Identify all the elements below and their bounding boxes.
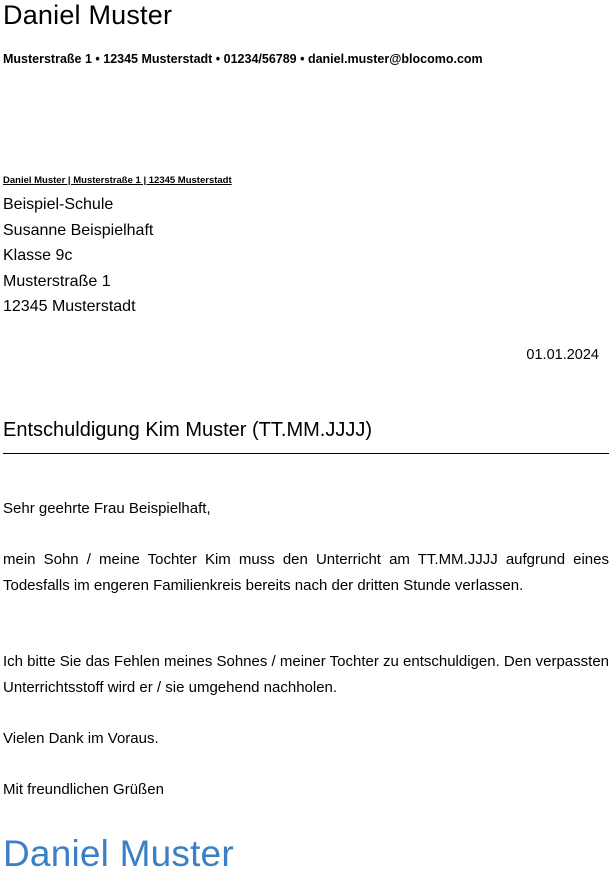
- sender-name-heading: Daniel Muster: [3, 0, 173, 30]
- subject-divider: [3, 453, 609, 454]
- recipient-line-person: Susanne Beispielhaft: [3, 221, 154, 239]
- closing-line: Mit freundlichen Grüßen: [3, 781, 164, 798]
- salutation: Sehr geehrte Frau Beispielhaft,: [3, 500, 211, 517]
- signature: Daniel Muster: [3, 833, 234, 874]
- body-paragraph-2: Ich bitte Sie das Fehlen meines Sohnes / meiner Tochter zu entschuldigen. Den verpassten Unterrichtsstoff wird er / sie umgehend nachholen.: [3, 653, 609, 696]
- recipient-line-street: Musterstraße 1: [3, 272, 111, 290]
- return-address-line: Daniel Muster | Musterstraße 1 | 12345 Musterstadt: [3, 175, 232, 186]
- recipient-line-class: Klasse 9c: [3, 247, 73, 264]
- recipient-line-school: Beispiel-Schule: [3, 196, 114, 213]
- letter-date: 01.01.2024: [526, 347, 599, 363]
- recipient-address-block: [3, 192, 153, 320]
- recipient-line-city: 12345 Musterstadt: [3, 298, 136, 315]
- thanks-line: Vielen Dank im Voraus.: [3, 730, 159, 747]
- body-paragraph-1: mein Sohn / meine Tochter Kim muss den Unterricht am TT.MM.JJJJ aufgrund eines Todesfalls im engeren Familienkreis bereits nach der dritten Stunde verlassen.: [3, 551, 609, 594]
- sender-contact-line: Musterstraße 1 • 12345 Musterstadt • 01234/56789 • daniel.muster@blocomo.com: [3, 52, 483, 66]
- subject-line: Entschuldigung Kim Muster (TT.MM.JJJJ): [3, 419, 372, 441]
